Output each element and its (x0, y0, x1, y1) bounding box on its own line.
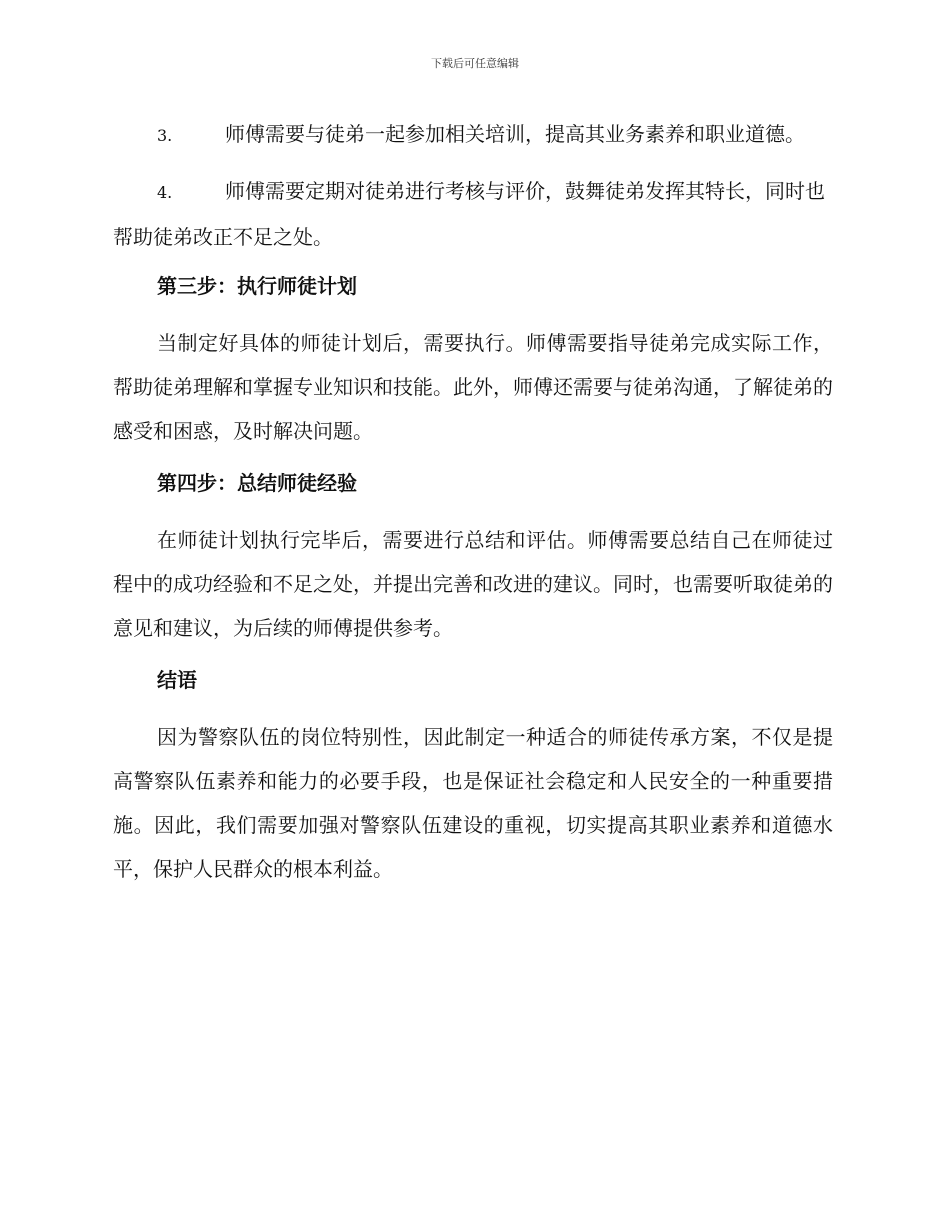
section-heading-step3: 第三步：执行师徒计划 (157, 274, 357, 298)
list-item-4 (113, 169, 833, 259)
page-header: 下载后可任意编辑 (431, 57, 519, 70)
list-number: 3. (157, 126, 173, 145)
list-item-3 (113, 112, 833, 158)
list-number: 4. (157, 183, 173, 202)
section-heading-conclusion: 结语 (157, 668, 197, 692)
paragraph-step4: 在师徒计划执行完毕后，需要进行总结和评估。师傅需要总结自己在师徒过程中的成功经验和不足之处，并提出完善和改进的建议。同时，也需要听取徒弟的意见和建议，为后续的师傅提供参考。 (113, 528, 833, 640)
list-text: 师傅需要与徒弟一起参加相关培训，提高其业务素养和职业道德。 (225, 122, 805, 146)
document-body (113, 112, 833, 906)
paragraph-step3: 当制定好具体的师徒计划后，需要执行。师傅需要指导徒弟完成实际工作，帮助徒弟理解和掌握专业知识和技能。此外，师傅还需要与徒弟沟通，了解徒弟的感受和困惑，及时解决问题。 (113, 331, 833, 443)
paragraph-conclusion: 因为警察队伍的岗位特别性，因此制定一种适合的师徒传承方案，不仅是提高警察队伍素养和能力的必要手段，也是保证社会稳定和人民安全的一种重要措施。因此，我们需要加强对警察队伍建设的重视，切实提高其职业素养和道德水平，保护人民群众的根本利益。 (113, 725, 833, 881)
section-heading-step4: 第四步：总结师徒经验 (157, 471, 357, 495)
list-text: 师傅需要定期对徒弟进行考核与评价，鼓舞徒弟发挥其特长，同时也帮助徒弟改正不足之处。 (113, 179, 825, 249)
